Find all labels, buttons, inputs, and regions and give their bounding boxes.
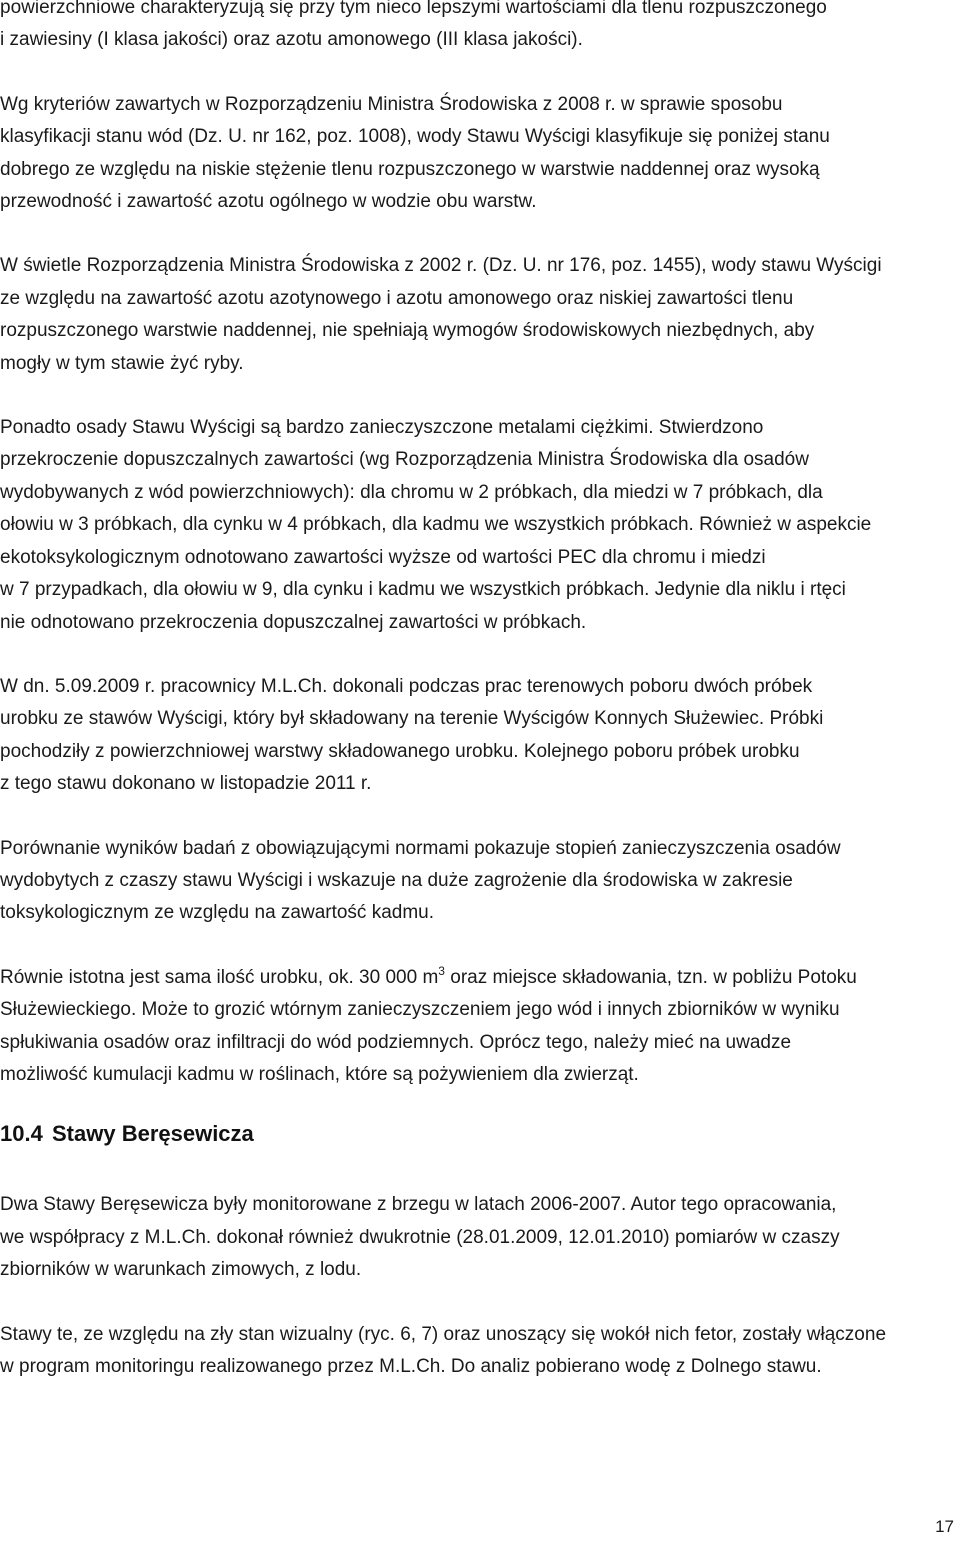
text-line: ekotoksykologicznym odnotowano zawartości wyższe od wartości PEC dla chromu i miedzi — [0, 546, 766, 568]
page-number: 17 — [935, 1517, 954, 1536]
text-line — [0, 963, 857, 988]
paragraph-sediment-volume — [0, 962, 957, 1092]
text-line: wydobytych z czaszy stawu Wyścigi i wskazuje na duże zagrożenie dla środowiska w zakresie — [0, 869, 793, 891]
text-line: Służewieckiego. Może to grozić wtórnym zanieczyszczeniem jego wód i innych zbiorników w wyniku — [0, 999, 840, 1021]
text-line: Wg kryteriów zawartych w Rozporządzeniu Ministra Środowiska z 2008 r. w sprawie sposobu — [0, 93, 783, 115]
text-line: klasyfikacji stanu wód (Dz. U. nr 162, poz. 1008), wody Stawu Wyścigi klasyfikuje się poniżej stanu — [0, 126, 830, 148]
text-line: z tego stawu dokonano w listopadzie 2011 r. — [0, 773, 372, 795]
text-line: we współpracy z M.L.Ch. dokonał również dwukrotnie (28.01.2009, 12.01.2010) pomiarów w czaszy — [0, 1226, 840, 1248]
text-line: wydobywanych z wód powierzchniowych): dla chromu w 2 próbkach, dla miedzi w 7 próbkach, dla — [0, 481, 823, 503]
paragraph-bresewicz-monitoring — [0, 1189, 957, 1286]
text-line: nie odnotowano przekroczenia dopuszczalnej zawartości w próbkach. — [0, 611, 587, 633]
text-line: powierzchniowe charakteryzują się przy tym nieco lepszymi wartościami dla tlenu rozpuszczonego — [0, 0, 827, 18]
text-line: W świetle Rozporządzenia Ministra Środowiska z 2002 r. (Dz. U. nr 176, poz. 1455), wody stawu Wyścigi — [0, 255, 882, 277]
text-line: w program monitoringu realizowanego przez M.L.Ch. Do analiz pobierano wodę z Dolnego stawu. — [0, 1356, 822, 1377]
section-number: 10.4 — [0, 1121, 43, 1147]
text-line: Stawy te, ze względu na zły stan wizualny (ryc. 6, 7) oraz unoszący się wokół nich fetor, zostały włączone — [0, 1323, 887, 1345]
text-line: ze względu na zawartość azotu azotynowego i azotu amonowego oraz niskiej zawartości tlenu — [0, 287, 794, 309]
text-line: urobku ze stawów Wyścigi, który był składowany na terenie Wyścigów Konnych Służewiec. Próbki — [0, 708, 824, 730]
text-line: W dn. 5.09.2009 r. pracownicy M.L.Ch. dokonali podczas prac terenowych poboru dwóch próbek — [0, 675, 813, 697]
text-line: możliwość kumulacji kadmu w roślinach, które są pożywieniem dla zwierząt. — [0, 1063, 639, 1085]
text-line: Dwa Stawy Beręsewicza były monitorowane z brzegu w latach 2006-2007. Autor tego opracowania, — [0, 1194, 837, 1216]
text-fragment: oraz miejsce składowania, tzn. w pobliżu Potoku — [444, 966, 857, 988]
text-line: przekroczenie dopuszczalnych zawartości (wg Rozporządzenia Ministra Środowiska dla osadów — [0, 449, 809, 471]
paragraph-surface-water — [0, 0, 957, 57]
text-line: toksykologicznym ze względu na zawartość kadmu. — [0, 902, 435, 924]
text-line: przewodność i zawartość azotu ogólnego w wodzie obu warstw. — [0, 191, 537, 213]
text-line: rozpuszczonego warstwie naddennej, nie spełniają wymogów środowiskowych niezbędnych, aby — [0, 320, 815, 342]
superscript-cubic: 3 — [438, 963, 445, 978]
paragraph-regulation-2002 — [0, 250, 957, 380]
paragraph-bresewicz-program — [0, 1319, 957, 1384]
section-heading — [0, 1117, 957, 1151]
text-line: Porównanie wyników badań z obowiązującymi normami pokazuje stopień zanieczyszczenia osadów — [0, 837, 841, 859]
paragraph-sampling-2009 — [0, 671, 957, 801]
paragraph-comparison — [0, 833, 957, 930]
text-line: w 7 przypadkach, dla ołowiu w 9, dla cynku i kadmu we wszystkich próbkach. Jedynie dla niklu i rtęci — [0, 579, 846, 601]
paragraph-regulation-2008 — [0, 89, 957, 219]
text-line: Ponadto osady Stawu Wyścigi są bardzo zanieczyszczone metalami ciężkimi. Stwierdzono — [0, 417, 764, 439]
text-line: dobrego ze względu na niskie stężenie tlenu rozpuszczonego w warstwie naddennej oraz wysoką — [0, 158, 820, 180]
paragraph-heavy-metals — [0, 412, 957, 639]
text-line: ołowiu w 3 próbkach, dla cynku w 4 próbkach, dla kadmu we wszystkich próbkach. Również w aspekcie — [0, 514, 872, 536]
section-title: Stawy Beręsewicza — [52, 1121, 254, 1147]
text-line: zbiorników w warunkach zimowych, z lodu. — [0, 1259, 362, 1281]
text-fragment: Równie istotna jest sama ilość urobku, ok. 30 000 m — [0, 966, 439, 988]
text-line: spłukiwania osadów oraz infiltracji do wód podziemnych. Oprócz tego, należy mieć na uwadze — [0, 1031, 792, 1053]
text-line: pochodziły z powierzchniowej warstwy składowanego urobku. Kolejnego poboru próbek urobku — [0, 740, 800, 762]
text-line: i zawiesiny (I klasa jakości) oraz azotu amonowego (III klasa jakości). — [0, 29, 583, 51]
text-line: mogły w tym stawie żyć ryby. — [0, 352, 244, 374]
